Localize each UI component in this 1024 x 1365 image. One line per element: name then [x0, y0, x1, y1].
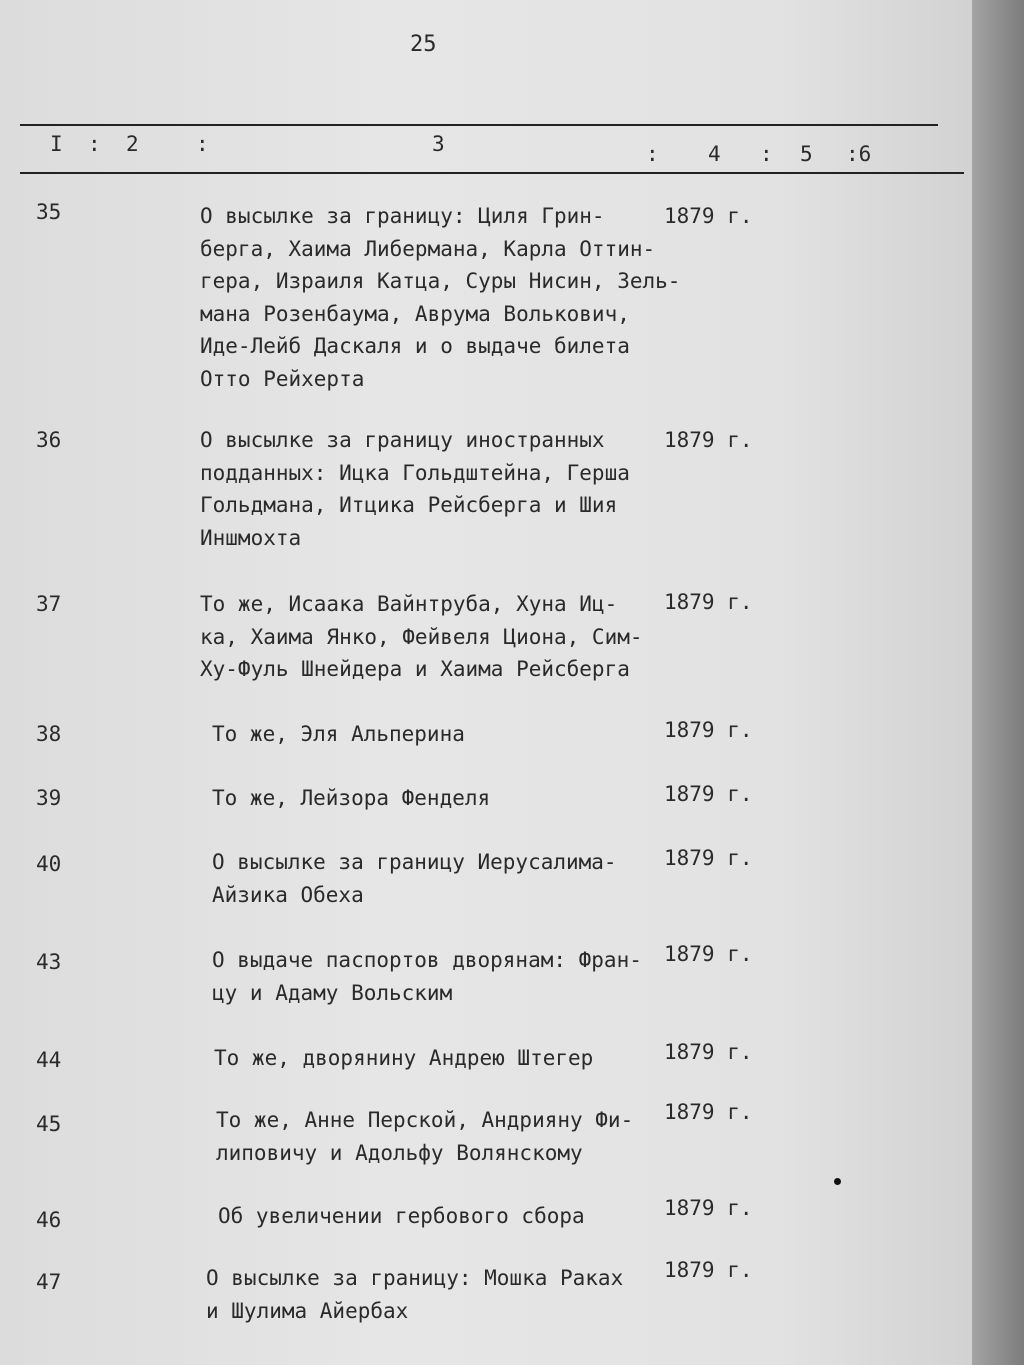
- ink-spot: [834, 1178, 841, 1185]
- entry-number: 43: [36, 950, 62, 974]
- column-header-2: 2: [126, 132, 139, 156]
- entry-year: 1879 г.: [664, 1258, 753, 1282]
- header-bottom-rule: [20, 172, 964, 174]
- header-top-rule: [20, 124, 938, 126]
- entry-number: 35: [36, 200, 62, 224]
- column-separator: :: [760, 142, 773, 166]
- entry-number: 47: [36, 1270, 62, 1294]
- entry-description: О высылке за границу: Циля Грин- берга, Хаима Либермана, Карла Оттин- гера, Израиля Катца, Суры Нисин, Зель- мана Розенбаума, Аврума Волькович, Иде-Лейб Даскаля и о выдаче билета Отто Рейхерта: [200, 204, 681, 391]
- entry-number: 46: [36, 1208, 62, 1232]
- entry-description: Об увеличении гербового сбора: [218, 1204, 585, 1228]
- entry-description: То же, дворянину Андрею Штегер: [214, 1046, 594, 1070]
- entry-description: О высылке за границу Иерусалима- Айзика Обеха: [212, 850, 617, 907]
- entry-description: То же, Эля Альперина: [212, 722, 465, 746]
- entry-year: 1879 г.: [664, 782, 753, 806]
- entry-number: 36: [36, 428, 62, 452]
- entry-year: 1879 г.: [664, 590, 753, 614]
- column-header-3: 3: [432, 132, 445, 156]
- entry-description: То же, Анне Перской, Андрияну Фи- липовичу и Адольфу Волянскому: [216, 1108, 634, 1165]
- entry-number: 38: [36, 722, 62, 746]
- entry-description: То же, Исаака Вайнтруба, Хуна Иц- ка, Хаима Янко, Фейвеля Циона, Сим- Ху-Фуль Шнейдера и Хаима Рейсберга: [200, 592, 643, 681]
- column-separator: :: [646, 142, 659, 166]
- entry-year: 1879 г.: [664, 204, 753, 228]
- entry-year: 1879 г.: [664, 1040, 753, 1064]
- entry-number: 40: [36, 852, 62, 876]
- entry-year: 1879 г.: [664, 1100, 753, 1124]
- column-header-6: :6: [846, 142, 872, 166]
- column-header-1: I: [50, 132, 63, 156]
- entry-description: О выдаче паспортов дворянам: Фран- цу и Адаму Вольским: [212, 948, 642, 1005]
- entry-year: 1879 г.: [664, 718, 753, 742]
- entry-number: 44: [36, 1048, 62, 1072]
- column-header-5: 5: [800, 142, 813, 166]
- entry-number: 45: [36, 1112, 62, 1136]
- entry-description: То же, Лейзора Фенделя: [212, 786, 491, 810]
- entry-year: 1879 г.: [664, 428, 753, 452]
- column-separator: :: [196, 132, 209, 156]
- entry-number: 37: [36, 592, 62, 616]
- entry-year: 1879 г.: [664, 846, 753, 870]
- column-separator: :: [88, 132, 101, 156]
- entry-year: 1879 г.: [664, 942, 753, 966]
- entry-description: О высылке за границу иностранных подданных: Ицка Гольдштейна, Герша Гольдмана, Итцика Рейсберга и Шия Иншмохта: [200, 428, 630, 550]
- page-edge: [972, 0, 1024, 1365]
- entry-description: О высылке за границу: Мошка Раках и Шулима Айербах: [206, 1266, 624, 1323]
- entry-number: 39: [36, 786, 62, 810]
- column-header-4: 4: [708, 142, 721, 166]
- entry-year: 1879 г.: [664, 1196, 753, 1220]
- page-number: 25: [410, 32, 437, 57]
